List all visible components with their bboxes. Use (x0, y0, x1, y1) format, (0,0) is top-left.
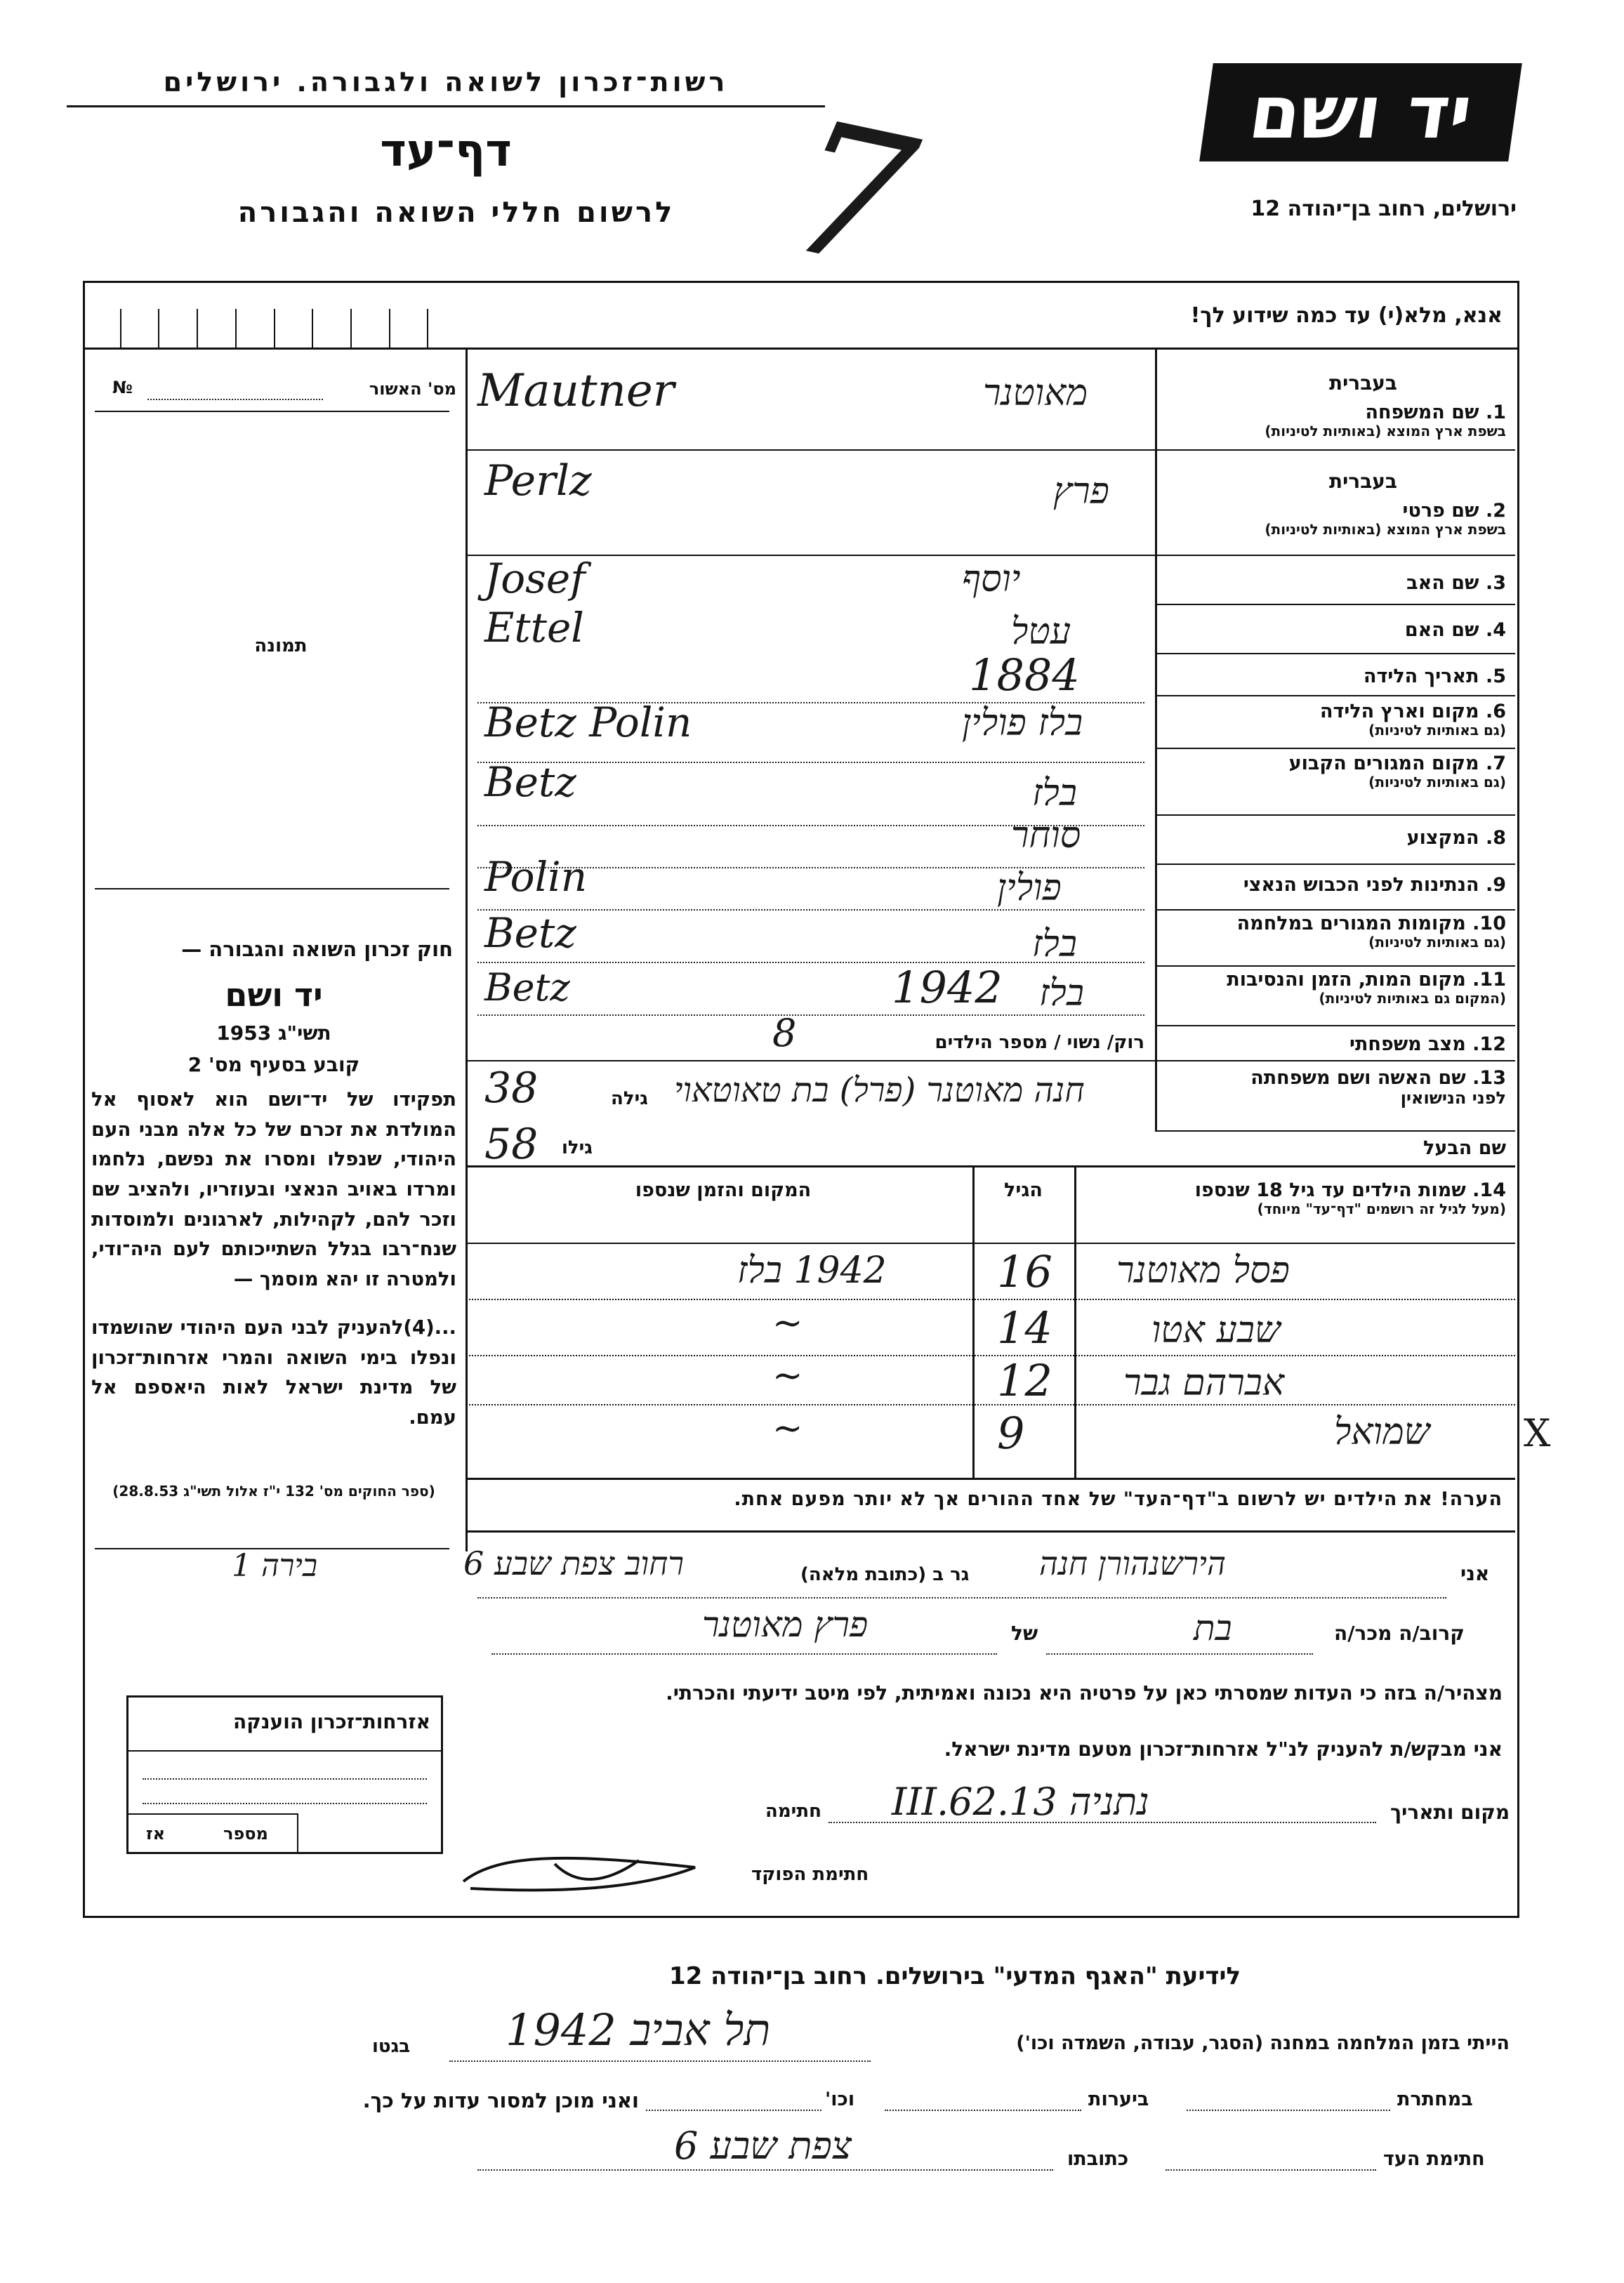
field-13-sub: לפני הנישואין (1400, 1088, 1506, 1109)
field-10-label: 10. מקומות המגורים במלחמה (גם באותיות לטיניות) (1158, 913, 1506, 951)
mother-latin: Ettel (484, 604, 584, 651)
wife-age: 38 (484, 1064, 539, 1113)
children-num: 14. (1472, 1179, 1506, 1201)
camp-end: בגטו (372, 2036, 411, 2057)
camp-value: תל אביב 1942 (506, 2004, 771, 2056)
logo-text: יד ושם (1243, 70, 1478, 155)
field-13-label: 13. שם האשה ושם משפחתה לפני הנישואין (1158, 1067, 1506, 1109)
firstname-latin: Perlz (484, 456, 592, 505)
children-subtitle: (מעל לגיל זה רושמים "דף־עד" מיוחד) (1257, 1200, 1506, 1218)
declarant-street-code: בירה 1 (232, 1548, 318, 1584)
of-name: פרץ מאוטנר (702, 1604, 869, 1645)
barcode-cells (83, 309, 466, 348)
field-8-label: 8. המקצוע (1406, 827, 1506, 849)
request: אני מבקש/ת להעניק לנ"ל אזרחות־זכרון מטעם מדינת ישראל. (944, 1738, 1503, 1761)
field-4-label: 4. שם האם (1404, 619, 1506, 641)
witness-addr: צפת שבע 6 (674, 2124, 852, 2168)
wife-age-label: גילה (611, 1088, 648, 1109)
org-line: רשות־זכרון לשואה ולגבורה. ירושלים (163, 67, 729, 98)
field-1-sub: בשפת ארץ המוצא (באותיות לטיניות) (1265, 423, 1506, 440)
law-ref: (ספר החוקים מס' 132 י"ז אלול תשי"ג 28.8.53) (112, 1483, 435, 1500)
field-2-heb-tag: בעברית (1328, 470, 1397, 493)
wife-name: חנה מאוטנר (פרל) בת טאוטאוי (674, 1071, 1085, 1110)
child-3-age: 12 (997, 1355, 1052, 1406)
underground-label: במחתרת (1397, 2089, 1473, 2110)
death-place-latin: Betz (484, 965, 570, 1010)
etc-label: וכו' (825, 2089, 855, 2110)
child-2-place: ~ (772, 1302, 803, 1344)
form-subtitle: לרשום חללי השואה והגבורה (237, 197, 675, 229)
nationality-latin: Polin (484, 853, 588, 901)
residence-hebrew: בלז (1032, 772, 1077, 814)
child-4-place: ~ (772, 1408, 803, 1450)
law-text-2: ...(4)להעניק לבני העם היהודי שהושמדו ונפלו בימי השואה והמרי אזרחות־זכרון של מדינת ישראל לאות היאספם אל עמם. (91, 1316, 456, 1429)
declarant-name: הירשנהורן חנה (1039, 1544, 1226, 1582)
children-table-header (1081, 1179, 1506, 1217)
field-11-sub: (המקום גם באותיות לטיניות) (1319, 990, 1506, 1007)
declarant-pre: אני (1460, 1562, 1490, 1585)
citizenship-box (126, 1695, 443, 1854)
child-1-name: פסל מאוטנר (1116, 1250, 1290, 1292)
relation-value: בת (1194, 1608, 1232, 1648)
note: הערה! את הילדים יש לרשום ב"דף־העד" של אחד ההורים אך לא יותר מפעם אחת. (734, 1488, 1503, 1510)
surname-latin: Mautner (477, 365, 675, 417)
field-2-num: 2. (1485, 500, 1506, 522)
bottom-title: לידיעת "האגף המדעי" בירושלים. רחוב בן־יהודה 12 (668, 1962, 1241, 1990)
field-2-sub: בשפת ארץ המוצא (באותיות לטיניות) (1265, 521, 1506, 538)
field-1-heb-tag: בעברית (1328, 371, 1397, 395)
death-date: 1942 (892, 962, 1003, 1013)
field-7-label: 7. מקום המגורים הקבוע (גם באותיות לטיניות) (1158, 753, 1506, 790)
mother-hebrew: עטל (1011, 611, 1071, 653)
yad-vashem-logo (1199, 63, 1522, 161)
wartime-residence-hebrew: בלז (1032, 923, 1077, 965)
col-place: המקום והזמן שנספו (635, 1179, 812, 1201)
relation-label: קרוב/ה מכר/ה (1334, 1622, 1465, 1645)
place-date: נתניה 13.III.62 (892, 1780, 1149, 1824)
signature-label: חתימה (765, 1801, 821, 1822)
of-label: של (1011, 1622, 1038, 1645)
child-1-age: 16 (997, 1246, 1052, 1297)
children-count: 8 (772, 1011, 797, 1055)
camp-label: הייתי בזמן המלחמה במחנה (הסגר, עבודה, השמדה וכו') (1016, 2032, 1510, 2054)
form-title: דף־עד (380, 125, 512, 177)
field-11-label: 11. מקום המות, הזמן והנסיבות (המקום גם באותיות לטיניות) (1158, 969, 1506, 1007)
husband-label: שם הבעל (1422, 1137, 1506, 1159)
field-3-label: 3. שם האב (1406, 572, 1506, 594)
child-2-name: שבע אטו (1151, 1309, 1281, 1351)
residence-latin: Betz (484, 758, 576, 806)
field-2-label (1158, 470, 1506, 538)
law-name: יד ושם (225, 976, 323, 1014)
husband-age-label: גילו (562, 1137, 593, 1158)
field-2-name: שם פרטי (1402, 500, 1479, 522)
law-text: תפקידו של יד־ושם הוא לאסוף אל המולדת את זכרם של כל אלה מבני העם היהודי, שנפלו ומסרו את נפשם, נלחמו ומרדו באויב הנאצי ובעוזריו, ולהציב שם וזכר להם, לקהילות, לארגונים ולמוסדות שנח־רבו בגלל השתייכותם לעם היה־ודי, ולמטרה זו יהא מוסמך — (91, 1088, 456, 1290)
field-6-sub: (גם באותיות לטיניות) (1368, 722, 1506, 739)
child-4-age: 9 (997, 1408, 1025, 1459)
firstname-hebrew: פרץ (1053, 470, 1109, 512)
father-hebrew: יוסף (962, 558, 1021, 600)
child-3-place: ~ (772, 1355, 803, 1397)
child-4-name: שמואל (1334, 1411, 1430, 1453)
declaration: מצהיר/ה בזה כי העדות שמסרתי כאן על פרטיה היא נכונה ואמיתית, לפי מיטב ידיעתי והכרתי. (666, 1681, 1503, 1705)
field-1-num: 1. (1485, 402, 1506, 423)
marital-status-options: רוק/ נשוי / מספר הילדים (935, 1032, 1144, 1053)
field-10-sub: (גם באותיות לטיניות) (1368, 934, 1506, 951)
husband-age: 58 (484, 1120, 539, 1169)
field-7-sub: (גם באותיות לטיניות) (1368, 774, 1506, 791)
forests-label: ביערות (1088, 2089, 1149, 2110)
address: ירושלים, רחוב בן־יהודה 12 (1250, 197, 1517, 221)
nationality-hebrew: פולין (997, 867, 1062, 909)
child-3-name: אברהם גבר (1123, 1362, 1285, 1404)
child-1-place: 1942 בלז (737, 1250, 887, 1292)
surname-hebrew: מאוטנר (983, 372, 1088, 414)
x-mark: X (1524, 1411, 1551, 1455)
father-latin: Josef (484, 555, 586, 602)
birthplace-latin: Betz Polin (484, 699, 692, 746)
official-signature (456, 1850, 709, 1899)
witness-sig-label: חתימת העד (1383, 2148, 1485, 2170)
approval-label: מס' האשור (369, 379, 456, 399)
birthplace-hebrew: בלז פולין (962, 702, 1083, 744)
instruction: אנא, מלא(י) עד כמה שידוע לך! (1190, 303, 1503, 328)
citizenship-no: מספר (223, 1824, 268, 1844)
declarant-address: רחוב צפת שבע 6 (463, 1544, 684, 1582)
col-age: הגיל (1004, 1179, 1043, 1201)
birth-date: 1884 (969, 649, 1080, 701)
death-place-hebrew: בלז (1039, 972, 1084, 1014)
witness-addr-label: כתובתו (1067, 2148, 1129, 2170)
approval-no-label: № (112, 378, 133, 397)
law-title: חוק זכרון השואה והגבורה — (181, 937, 453, 961)
field-1-name: שם המשפחה (1365, 402, 1479, 423)
profession-hebrew: סוחר (1011, 814, 1081, 856)
children-title: שמות הילדים עד גיל 18 שנספו (1194, 1179, 1466, 1201)
handwritten-mark: 7 (772, 81, 931, 312)
declarant-mid: גר ב (כתובת מלאה) (800, 1564, 970, 1585)
child-2-age: 14 (997, 1302, 1052, 1354)
field-9-label: 9. הנתינות לפני הכבוש הנאצי (1243, 874, 1506, 896)
citizenship-title: אזרחות־זכרון הוענקה (233, 1710, 430, 1733)
law-year: תשי"ג 1953 (216, 1021, 331, 1045)
field-6-label: 6. מקום וארץ הלידה (גם באותיות לטיניות) (1158, 701, 1506, 739)
law-clause: קובע בסעיף מס' 2 (187, 1053, 360, 1076)
field-12-label: 12. מצב משפחתי (1349, 1033, 1506, 1055)
wartime-residence-latin: Betz (484, 909, 576, 957)
photo-label: תמונה (254, 635, 308, 656)
citizenship-prefix: אז (146, 1824, 166, 1844)
field-5-label: 5. תאריך הלידה (1363, 666, 1506, 687)
official-sig-label: חתימת הפוקד (751, 1864, 869, 1885)
field-1-label (1158, 371, 1506, 440)
place-date-label: מקום ותאריך (1390, 1801, 1510, 1824)
testimony-end: ואני מוכן למסור עדות על כך. (362, 2089, 639, 2112)
